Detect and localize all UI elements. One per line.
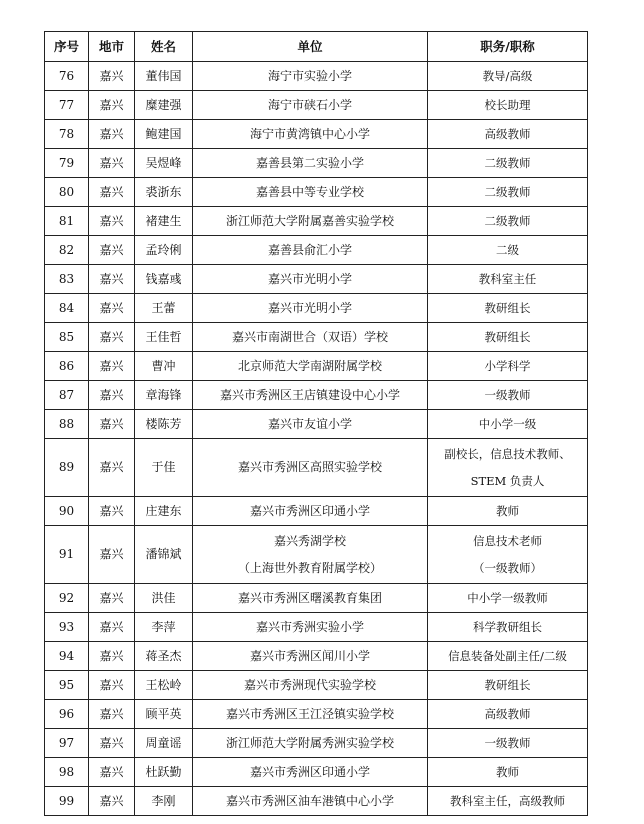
cell-title-line: 中小学一级教师	[467, 590, 548, 605]
cell-unit-line: 嘉兴市光明小学	[267, 300, 352, 315]
cell-no: 89	[45, 439, 89, 497]
cell-no: 94	[45, 642, 89, 671]
cell-unit	[193, 149, 428, 178]
cell-unit	[193, 120, 428, 149]
cell-city: 嘉兴	[89, 410, 135, 439]
cell-title	[428, 497, 588, 526]
cell-name: 王松岭	[135, 671, 193, 700]
cell-unit-line: （上海世外教育附属学校）	[237, 560, 382, 575]
cell-name: 孟玲俐	[135, 236, 193, 265]
cell-name: 糜建强	[135, 91, 193, 120]
cell-no: 90	[45, 497, 89, 526]
cell-unit-line: 嘉兴市秀洲区王江泾镇实验学校	[225, 706, 394, 721]
cell-unit-line: 海宁市实验小学	[267, 68, 352, 83]
cell-unit	[193, 700, 428, 729]
cell-title-line: 副校长，信息技术教师、	[444, 446, 571, 461]
cell-unit-line: 嘉兴市秀洲实验小学	[255, 619, 364, 634]
cell-unit	[193, 352, 428, 381]
cell-unit-line: 嘉兴市南湖世合（双语）学校	[231, 329, 388, 344]
cell-name: 李刚	[135, 787, 193, 816]
cell-unit-line: 嘉善县第二实验小学	[255, 155, 364, 170]
cell-no: 92	[45, 584, 89, 613]
cell-city: 嘉兴	[89, 381, 135, 410]
cell-title-line: 信息装备处副主任/二级	[448, 648, 567, 663]
cell-no: 99	[45, 787, 89, 816]
table-row	[45, 613, 588, 642]
table-row	[45, 352, 588, 381]
cell-name: 于佳	[135, 439, 193, 497]
table-row	[45, 265, 588, 294]
cell-unit	[193, 526, 428, 584]
table-row	[45, 439, 588, 497]
cell-title-line: 教师	[496, 503, 519, 518]
cell-name: 顾平英	[135, 700, 193, 729]
cell-no: 95	[45, 671, 89, 700]
cell-title	[428, 526, 588, 584]
cell-title-line: 高级教师	[484, 706, 531, 721]
cell-title	[428, 120, 588, 149]
cell-title-line: 教师	[496, 764, 519, 779]
cell-title	[428, 758, 588, 787]
table-row	[45, 381, 588, 410]
cell-no: 80	[45, 178, 89, 207]
cell-city: 嘉兴	[89, 91, 135, 120]
roster-table	[44, 31, 588, 816]
table-row	[45, 497, 588, 526]
cell-no: 84	[45, 294, 89, 323]
cell-unit-line: 嘉兴市光明小学	[267, 271, 352, 286]
cell-name: 王佳哲	[135, 323, 193, 352]
cell-no: 85	[45, 323, 89, 352]
cell-unit	[193, 207, 428, 236]
cell-unit	[193, 439, 428, 497]
table-row	[45, 729, 588, 758]
cell-title-line: 教科室主任，高级教师	[450, 793, 565, 808]
cell-unit	[193, 584, 428, 613]
table-row	[45, 62, 588, 91]
cell-city: 嘉兴	[89, 439, 135, 497]
cell-title	[428, 62, 588, 91]
cell-unit	[193, 613, 428, 642]
cell-title-line: 教导/高级	[482, 68, 533, 83]
cell-city: 嘉兴	[89, 671, 135, 700]
cell-title	[428, 294, 588, 323]
table-row	[45, 642, 588, 671]
cell-city: 嘉兴	[89, 236, 135, 265]
cell-title-line: 二级教师	[484, 213, 531, 228]
cell-title	[428, 323, 588, 352]
cell-unit	[193, 381, 428, 410]
cell-title-line: 教研组长	[484, 300, 531, 315]
cell-name: 吴煜峰	[135, 149, 193, 178]
table-row	[45, 700, 588, 729]
cell-title-line: STEM 负责人	[470, 473, 545, 488]
cell-unit	[193, 236, 428, 265]
cell-title	[428, 787, 588, 816]
cell-city: 嘉兴	[89, 700, 135, 729]
cell-title	[428, 352, 588, 381]
table-row	[45, 671, 588, 700]
table-row	[45, 178, 588, 207]
header-no: 序号	[45, 32, 89, 62]
table-row	[45, 323, 588, 352]
cell-city: 嘉兴	[89, 787, 135, 816]
roster-body	[45, 62, 588, 816]
cell-name: 杜跃勤	[135, 758, 193, 787]
cell-unit	[193, 178, 428, 207]
cell-city: 嘉兴	[89, 120, 135, 149]
cell-name: 鲍建国	[135, 120, 193, 149]
cell-no: 81	[45, 207, 89, 236]
cell-unit-line: 北京师范大学南湖附属学校	[237, 358, 382, 373]
cell-no: 83	[45, 265, 89, 294]
cell-name: 洪佳	[135, 584, 193, 613]
cell-unit	[193, 62, 428, 91]
header-unit: 单位	[193, 32, 428, 62]
cell-title	[428, 381, 588, 410]
table-row	[45, 207, 588, 236]
cell-city: 嘉兴	[89, 265, 135, 294]
cell-title	[428, 178, 588, 207]
header-city: 地市	[89, 32, 135, 62]
table-row	[45, 294, 588, 323]
cell-no: 76	[45, 62, 89, 91]
cell-name: 曹冲	[135, 352, 193, 381]
cell-title	[428, 236, 588, 265]
cell-name: 蒋圣杰	[135, 642, 193, 671]
table-row	[45, 410, 588, 439]
cell-unit-line: 嘉兴市秀洲区印通小学	[249, 764, 370, 779]
cell-unit-line: 嘉兴市秀洲区王店镇建设中心小学	[219, 387, 400, 402]
cell-title-line: （一级教师）	[473, 560, 542, 575]
cell-unit-line: 浙江师范大学附属嘉善实验学校	[225, 213, 394, 228]
cell-unit	[193, 787, 428, 816]
table-row	[45, 526, 588, 584]
cell-title-line: 一级教师	[484, 735, 531, 750]
cell-title-line: 小学科学	[484, 358, 531, 373]
cell-title-line: 二级教师	[484, 155, 531, 170]
cell-unit-line: 嘉兴市秀洲区高照实验学校	[237, 460, 382, 474]
cell-title-line: 教研组长	[484, 329, 531, 344]
cell-title-line: 校长助理	[484, 97, 531, 112]
cell-no: 82	[45, 236, 89, 265]
cell-unit-line: 嘉兴市秀洲现代实验学校	[243, 677, 376, 692]
cell-title-line: 科学教研组长	[473, 619, 542, 634]
cell-name: 李萍	[135, 613, 193, 642]
cell-title	[428, 671, 588, 700]
cell-unit-line: 嘉兴市秀洲区油车港镇中心小学	[225, 793, 394, 808]
table-row	[45, 91, 588, 120]
cell-unit	[193, 671, 428, 700]
cell-unit	[193, 758, 428, 787]
cell-name: 钱嘉彧	[135, 265, 193, 294]
cell-city: 嘉兴	[89, 497, 135, 526]
cell-title	[428, 613, 588, 642]
cell-unit	[193, 642, 428, 671]
cell-unit	[193, 91, 428, 120]
cell-unit-line: 嘉兴秀湖学校	[273, 533, 346, 548]
cell-no: 79	[45, 149, 89, 178]
cell-name: 董伟国	[135, 62, 193, 91]
cell-title-line: 二级教师	[484, 184, 531, 199]
cell-title	[428, 700, 588, 729]
cell-title	[428, 439, 588, 497]
cell-title-line: 一级教师	[484, 387, 531, 402]
cell-title	[428, 265, 588, 294]
cell-city: 嘉兴	[89, 642, 135, 671]
cell-name: 褚建生	[135, 207, 193, 236]
cell-city: 嘉兴	[89, 323, 135, 352]
cell-unit	[193, 729, 428, 758]
cell-unit-line: 嘉兴市秀洲区闻川小学	[249, 648, 370, 663]
table-row	[45, 120, 588, 149]
cell-unit-line: 嘉善县俞汇小学	[267, 242, 352, 257]
cell-name: 楼陈芳	[135, 410, 193, 439]
header-name: 姓名	[135, 32, 193, 62]
cell-no: 78	[45, 120, 89, 149]
table-row	[45, 787, 588, 816]
cell-unit	[193, 497, 428, 526]
cell-unit	[193, 265, 428, 294]
cell-no: 97	[45, 729, 89, 758]
cell-name: 裘浙东	[135, 178, 193, 207]
cell-unit-line: 嘉善县中等专业学校	[255, 184, 364, 199]
cell-title	[428, 584, 588, 613]
cell-unit-line: 浙江师范大学附属秀洲实验学校	[225, 735, 394, 750]
cell-name: 章海锋	[135, 381, 193, 410]
cell-title	[428, 642, 588, 671]
cell-title-line: 教科室主任	[478, 271, 537, 286]
cell-no: 88	[45, 410, 89, 439]
cell-no: 77	[45, 91, 89, 120]
cell-name: 潘锦斌	[135, 526, 193, 584]
cell-city: 嘉兴	[89, 207, 135, 236]
cell-unit-line: 嘉兴市秀洲区曙溪教育集团	[237, 590, 382, 605]
cell-title-line: 信息技术老师	[473, 533, 542, 548]
header-title: 职务/职称	[428, 32, 588, 62]
cell-city: 嘉兴	[89, 149, 135, 178]
table-row	[45, 149, 588, 178]
cell-no: 87	[45, 381, 89, 410]
cell-title-line: 中小学一级	[478, 416, 537, 431]
cell-city: 嘉兴	[89, 62, 135, 91]
cell-city: 嘉兴	[89, 584, 135, 613]
cell-no: 96	[45, 700, 89, 729]
cell-unit-line: 嘉兴市友谊小学	[267, 416, 352, 431]
header-row	[45, 32, 588, 62]
cell-no: 98	[45, 758, 89, 787]
cell-title	[428, 729, 588, 758]
cell-unit	[193, 323, 428, 352]
cell-title	[428, 149, 588, 178]
table-row	[45, 758, 588, 787]
cell-title	[428, 91, 588, 120]
table-row	[45, 236, 588, 265]
cell-title-line: 高级教师	[484, 126, 531, 141]
cell-name: 王蕾	[135, 294, 193, 323]
cell-unit-line: 海宁市黄湾镇中心小学	[249, 126, 370, 141]
cell-city: 嘉兴	[89, 758, 135, 787]
cell-city: 嘉兴	[89, 613, 135, 642]
cell-no: 91	[45, 526, 89, 584]
cell-city: 嘉兴	[89, 178, 135, 207]
table-row	[45, 584, 588, 613]
cell-title-line: 教研组长	[484, 677, 531, 692]
cell-no: 93	[45, 613, 89, 642]
cell-name: 庄建东	[135, 497, 193, 526]
cell-city: 嘉兴	[89, 352, 135, 381]
cell-city: 嘉兴	[89, 294, 135, 323]
cell-city: 嘉兴	[89, 526, 135, 584]
cell-title	[428, 207, 588, 236]
cell-name: 周童谣	[135, 729, 193, 758]
cell-unit	[193, 410, 428, 439]
cell-title-line: 二级	[496, 242, 519, 257]
cell-unit-line: 嘉兴市秀洲区印通小学	[249, 503, 370, 518]
cell-no: 86	[45, 352, 89, 381]
cell-unit	[193, 294, 428, 323]
cell-city: 嘉兴	[89, 729, 135, 758]
cell-unit-line: 海宁市硖石小学	[267, 97, 352, 112]
cell-title	[428, 410, 588, 439]
